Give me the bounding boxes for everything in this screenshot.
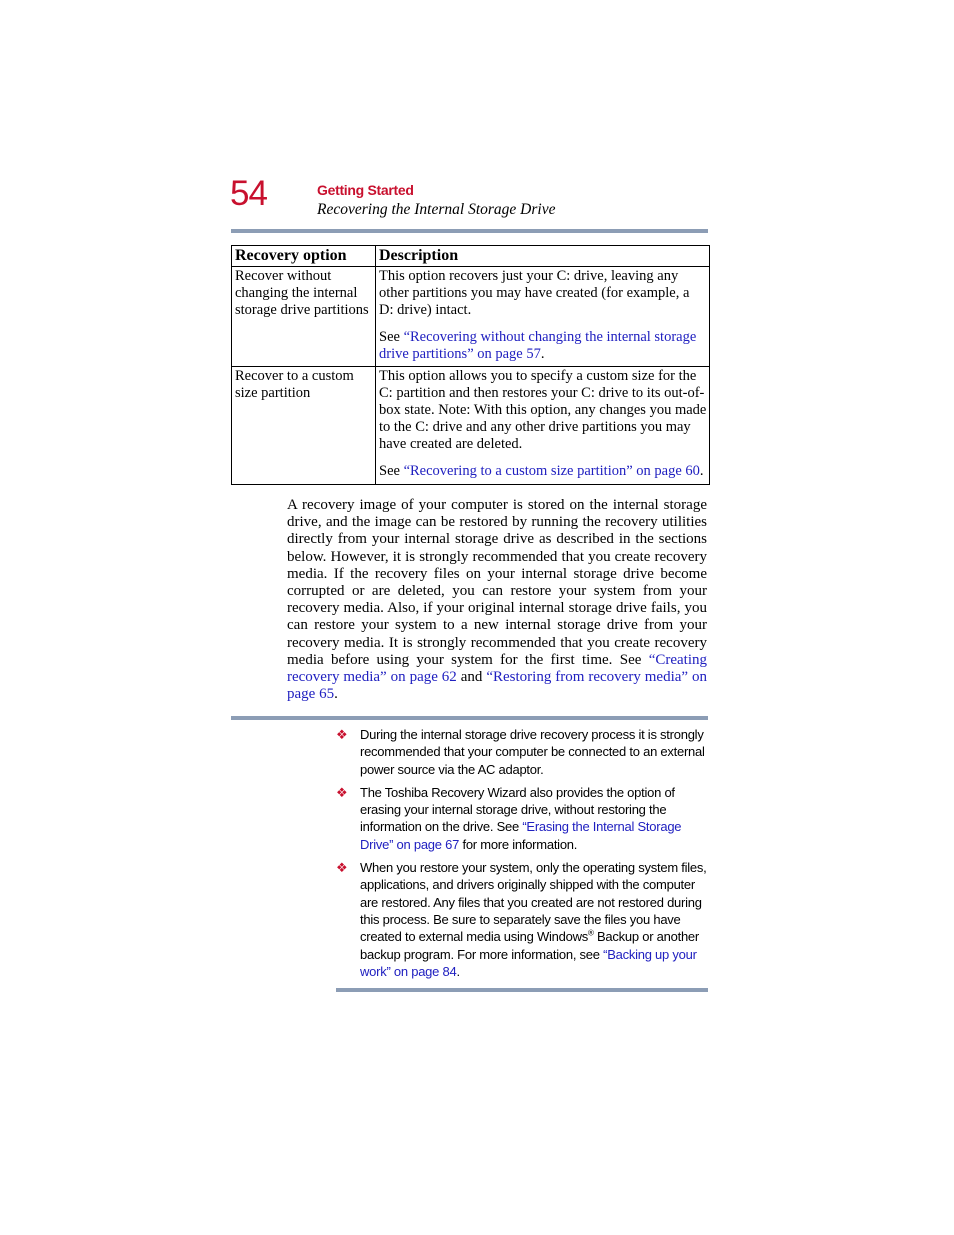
option-cell: Recover to a custom size partition <box>232 367 376 485</box>
see-prefix: See <box>379 463 404 479</box>
description-cell <box>376 267 710 367</box>
backing-up-work-link[interactable]: “Backing up your work” on page 84 <box>360 946 697 979</box>
see-reference <box>379 329 707 363</box>
creating-recovery-media-link[interactable]: “Creating recovery media” on page 62 <box>287 651 707 686</box>
table-row <box>232 267 710 367</box>
erasing-drive-link[interactable]: “Erasing the Internal Storage Drive” on page 67 <box>360 819 682 852</box>
note-item <box>336 784 708 853</box>
option-cell: Recover without changing the internal storage drive partitions <box>232 267 376 367</box>
note-text: The Toshiba Recovery Wizard also provides the option of erasing your internal storage drive, without restoring the information on the drive. See <box>360 784 675 835</box>
notes-bottom-rule <box>336 988 708 992</box>
cross-reference-link[interactable]: “Recovering without changing the internal storage drive partitions” on page 57 <box>379 329 697 362</box>
note-text: When you restore your system, only the operating system files, applications, and drivers originally shipped with the computer are restored. Any files that you created are not restored during this process. Be sure to separately save the files you have created to external media using Windows <box>360 860 707 945</box>
body-paragraph <box>287 497 707 703</box>
body-and: and <box>456 669 487 686</box>
body-text: A recovery image of your computer is stored on the internal storage drive, and the image can be restored by running the recovery utilities directly from your internal storage drive as described in the sections below. However, it is strongly recommended that you create recovery media. If the recovery files on your internal storage drive become corrupted or are deleted, you can restore your system from your recovery media. Also, if your original internal storage drive fails, you can restore your system to a new internal storage drive from your recovery media. It is strongly recommended that you create recovery media before using your system for the first time. See <box>287 497 707 668</box>
diamond-bullet-icon: ❖ <box>336 784 348 800</box>
table-row <box>232 367 710 485</box>
note-item <box>336 859 708 980</box>
diamond-bullet-icon: ❖ <box>336 727 348 742</box>
chapter-title: Getting Started <box>317 182 414 198</box>
note-text: During the internal storage drive recovery process it is strongly recommended that your computer be connected to an external power source via the AC adaptor. <box>360 727 705 777</box>
see-suffix: . <box>699 463 704 479</box>
recovery-options-table <box>231 245 710 485</box>
column-header-description: Description <box>376 246 710 267</box>
restoring-from-recovery-media-link[interactable]: “Restoring from recovery media” on page 65 <box>287 669 707 703</box>
registered-mark: ® <box>587 928 594 938</box>
notes-list <box>336 726 708 986</box>
note-item <box>336 726 708 778</box>
note-text-continued: Backup or another backup program. For more information, see <box>360 929 699 962</box>
notes-top-rule <box>231 716 708 720</box>
table-header-row <box>232 246 710 267</box>
header-rule <box>231 229 708 233</box>
page-number: 54 <box>230 174 267 213</box>
description-cell <box>376 367 710 485</box>
see-reference <box>379 463 707 480</box>
see-prefix: See <box>379 329 404 345</box>
section-title: Recovering the Internal Storage Drive <box>317 201 556 218</box>
see-suffix: . <box>540 346 545 362</box>
diamond-bullet-icon: ❖ <box>336 860 348 876</box>
description-text: This option allows you to specify a custom size for the C: partition and then restores your C: drive to its out-of-box state. Note: With this option, any changes you made to the C: drive and any other drive partitions you may have created are deleted. <box>379 368 707 452</box>
description-text: This option recovers just your C: drive, leaving any other partitions you may have created (for example, a D: drive) intact. <box>379 268 690 318</box>
body-end: . <box>334 686 338 703</box>
note-end: . <box>456 963 460 979</box>
note-end: for more information. <box>459 836 578 852</box>
cross-reference-link[interactable]: “Recovering to a custom size partition” on page 60 <box>403 463 700 479</box>
column-header-option: Recovery option <box>232 246 376 267</box>
